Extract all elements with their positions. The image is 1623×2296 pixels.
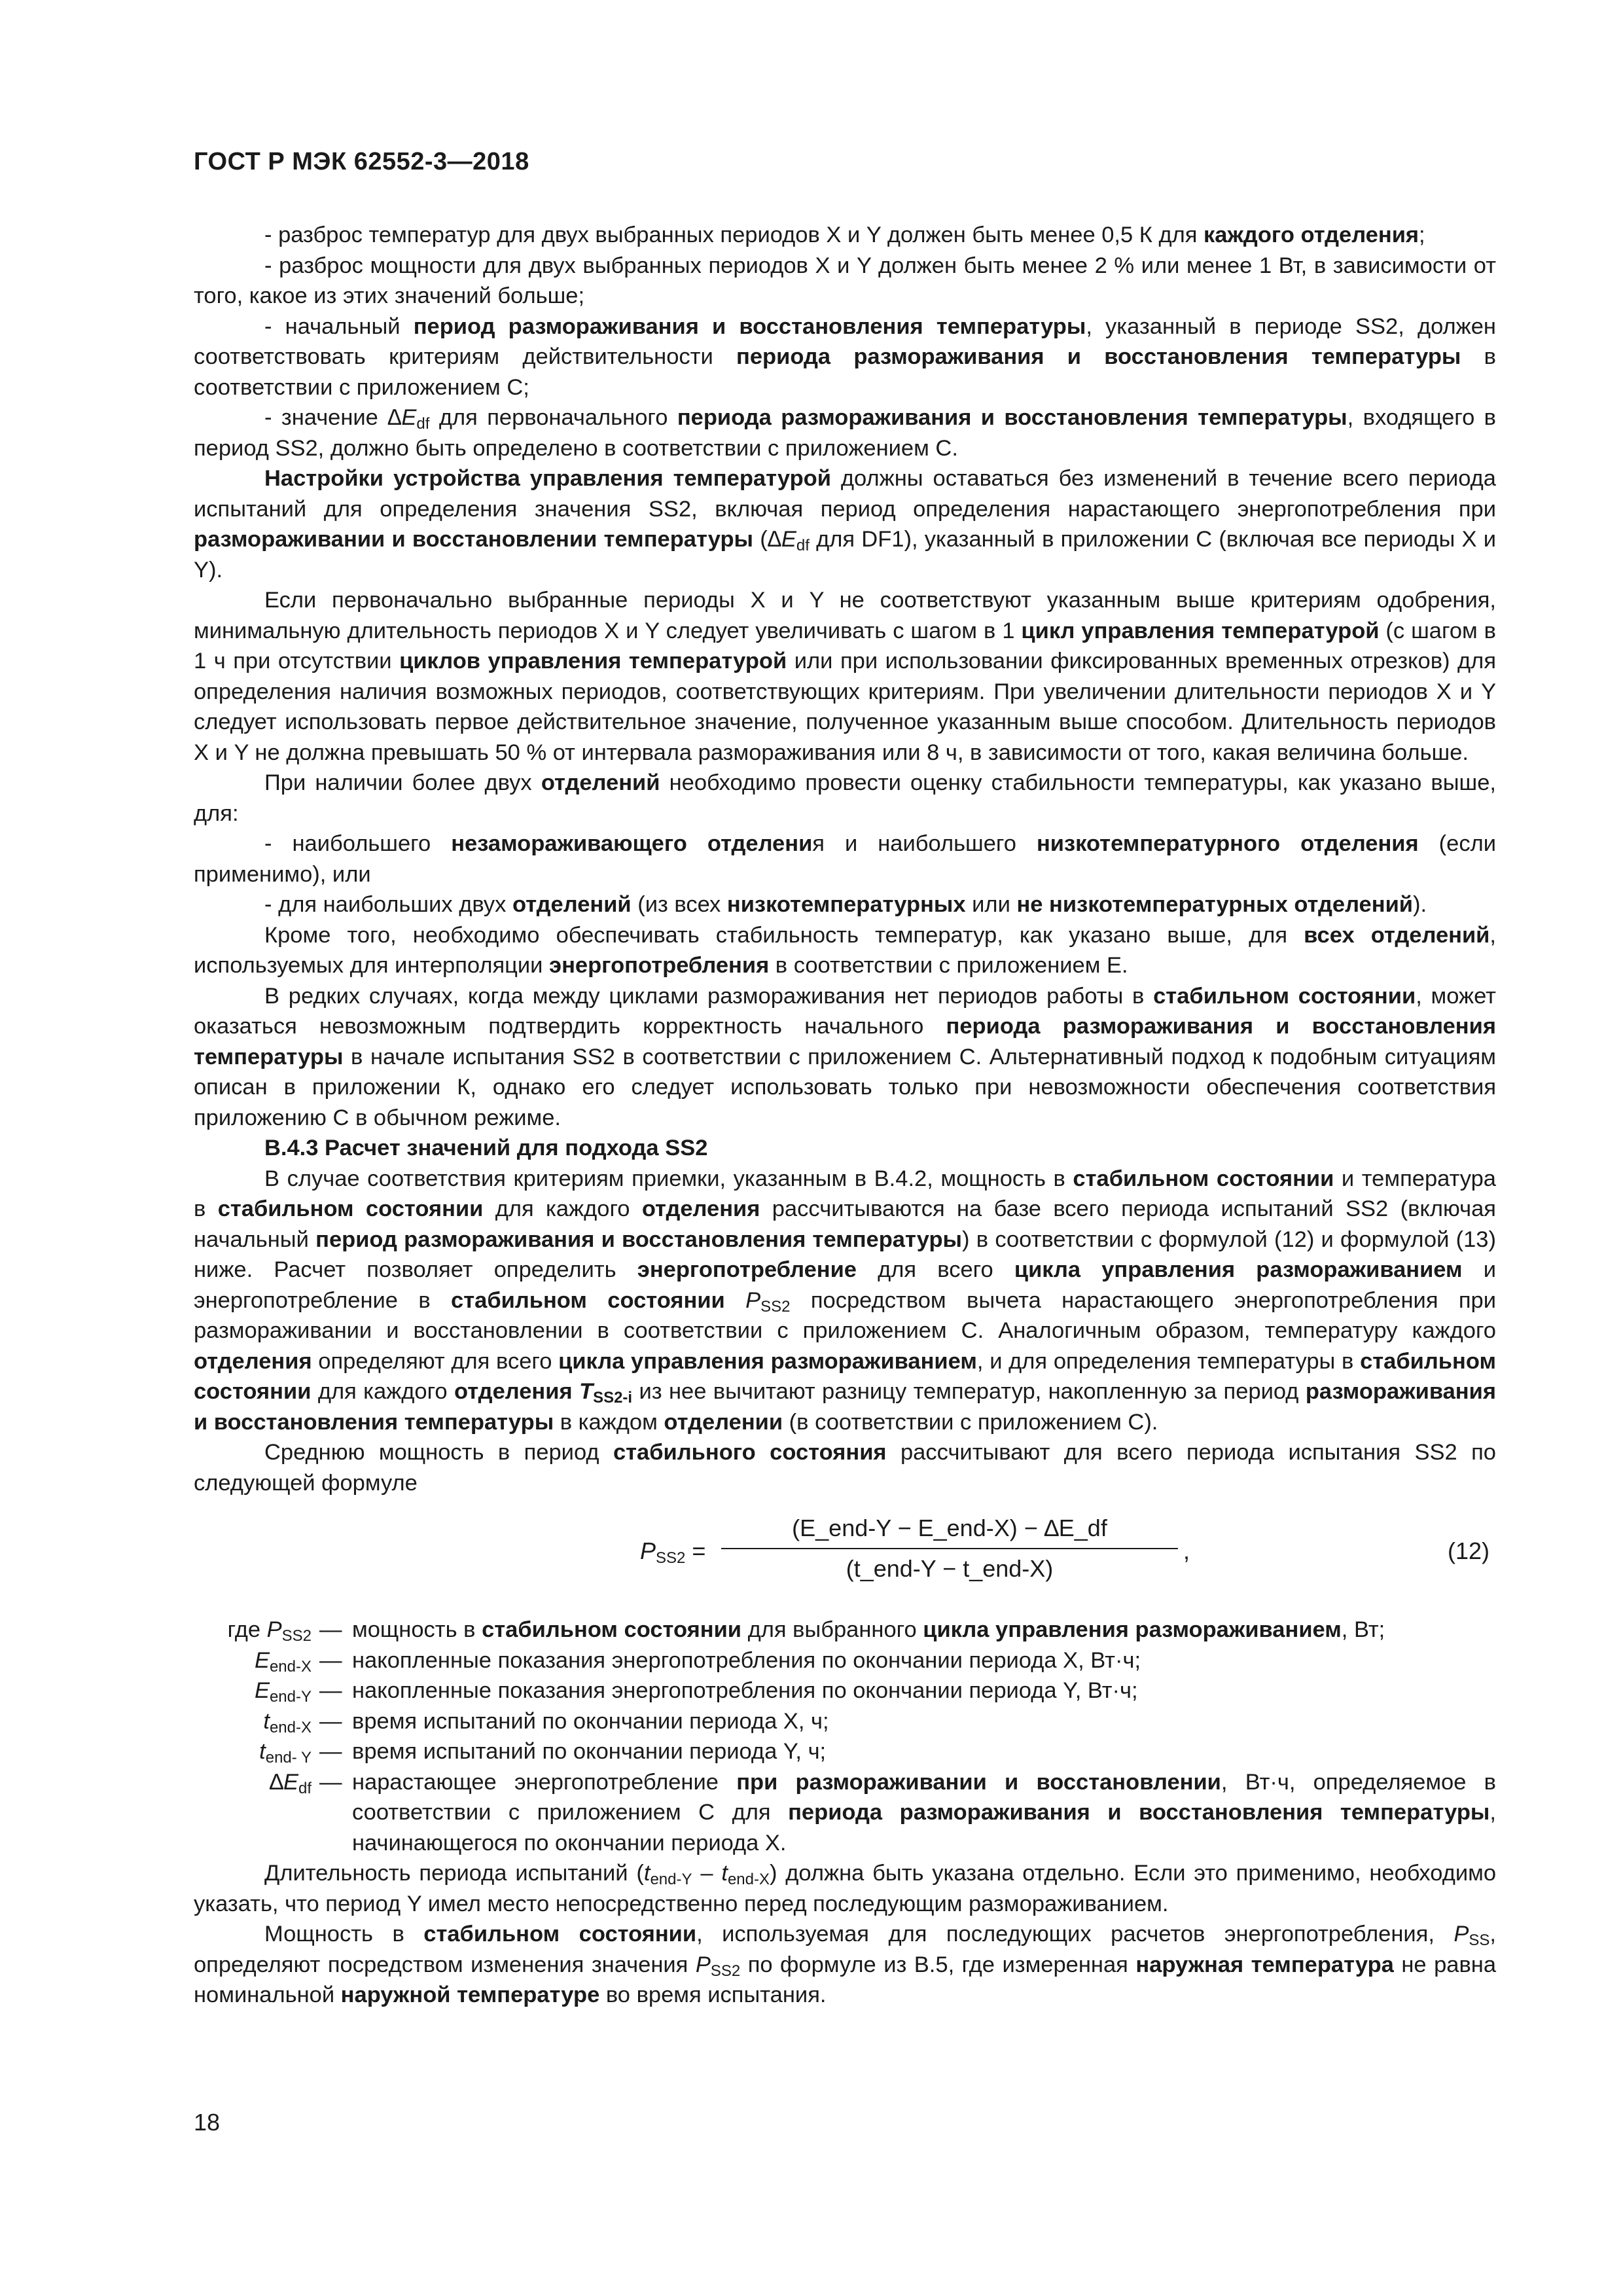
- formula-numerator: (E_end-Y − E_end-X) − ∆E_df: [792, 1515, 1107, 1541]
- definition-text: время испытаний по окончании периода Y, ч;: [352, 1739, 827, 1764]
- paragraph: Среднюю мощность в период стабильного состояния рассчитывают для всего периода испытания SS2 по следующей формуле: [194, 1440, 1496, 1496]
- definition-row: $t_{end-X}$ — время испытаний по окончании периода X, ч;: [194, 1706, 1496, 1737]
- paragraph: - значение $\Delta E_{df}$ для первоначального периода размораживания и восстановления температуры, входящего в период SS2, должно быть определено в соответствии с приложением С.: [194, 405, 1497, 461]
- equation-number: (12): [1447, 1537, 1489, 1564]
- standard-header: ГОСТ Р МЭК 62552-3—2018: [194, 148, 529, 175]
- definition-symbol: $t_{end-X}$: [263, 1708, 312, 1736]
- paragraph: - разброс мощности для двух выбранных периодов X и Y должен быть менее 2 % или менее 1 Вт, в зависимости от того, какое из этих значений больше;: [194, 253, 1496, 308]
- paragraph: Если первоначально выбранные периоды X и Y не соответствуют указанным выше критериям одобрения, минимальную длительность периодов X и Y следует увеличивать с шагом в 1 цикл управления температурой (с шагом в 1 ч при отсутствии циклов управления температурой или при использовании фиксированных временных отрезков) для определения наличия возможных периодов, соответствующих критериям. При увеличении длительности периодов X и Y следует использовать первое действительное значение, полученное указанным выше способом. Длительность периодов X и Y не должна превышать 50 % от интервала размораживания или 8 ч, в зависимости от того, какая величина больше.: [194, 588, 1497, 765]
- formula-12: [194, 1507, 1496, 1605]
- paragraph: - разброс температур для двух выбранных периодов X и Y должен быть менее 0,5 К для каждого отделения;: [264, 223, 1425, 247]
- formula-comma: ,: [1183, 1537, 1190, 1564]
- definition-row: $t_{end- Y}$ — время испытаний по окончании периода Y, ч;: [194, 1736, 1496, 1767]
- paragraph: - начальный период размораживания и восстановления температуры, указанный в периоде SS2, должен соответствовать критериям действительности периода размораживания и восстановления температуры в соответствии с приложением С;: [194, 314, 1496, 400]
- document-body: [194, 220, 1496, 2011]
- paragraph: Настройки устройства управления температурой должны оставаться без изменений в течение всего периода испытаний для определения значения SS2, включая период определения нарастающего энергопотребления при размораживании и восстановлении температуры ($\Delta E_{df}$ для DF1), указанный в приложении С (включая все периоды X и Y).: [194, 466, 1497, 583]
- paragraph: Длительность периода испытаний $(t_{end-Y} - t_{end-X})$ должна быть указана отдельно. Если это применимо, необходимо указать, что период Y имел место непосредственно перед последующим размораживанием.: [194, 1861, 1497, 1916]
- symbol-definitions: [194, 1615, 1496, 1858]
- formula-denominator: (t_end-Y − t_end-X): [846, 1555, 1054, 1582]
- definition-row: где $P_{SS2}$ — мощность в стабильном состоянии для выбранного цикла управления размораживанием, Вт;: [194, 1615, 1496, 1645]
- definition-text: накопленные показания энергопотребления по окончании периода X, Вт·ч;: [352, 1647, 1141, 1673]
- definition-text: мощность в стабильном состоянии для выбранного цикла управления размораживанием, Вт;: [352, 1617, 1385, 1642]
- page-number: 18: [194, 2109, 221, 2136]
- definition-symbol: $E_{end-Y}$: [254, 1678, 312, 1706]
- definition-row: $E_{end-Y}$ — накопленные показания энергопотребления по окончании периода Y, Вт·ч;: [194, 1676, 1496, 1706]
- formula-lhs: $P_{SS2}$ =: [640, 1537, 706, 1567]
- definition-row: $\Delta E_{df}$ — нарастающее энергопотребление при размораживании и восстановлении, Вт·ч, определяемое в соответствии с приложением С для периода размораживания и восстановления температуры, начинающегося по окончании периода X.: [194, 1767, 1496, 1859]
- formula-fraction: [717, 1507, 1182, 1587]
- section-heading: В.4.3 Расчет значений для подхода SS2: [264, 1136, 708, 1160]
- definition-row: $E_{end-X}$ — накопленные показания энергопотребления по окончании периода X, Вт·ч;: [194, 1645, 1496, 1676]
- definition-text: нарастающее энергопотребление при размораживании и восстановлении, Вт·ч, определяемое в соответствии с приложением С для периода размораживания и восстановления температуры, начинающегося по окончании периода X.: [352, 1769, 1496, 1856]
- definition-symbol: $\Delta E_{df}$: [269, 1769, 312, 1797]
- definition-text: накопленные показания энергопотребления по окончании периода Y, Вт·ч;: [352, 1678, 1138, 1703]
- paragraph: - наибольшего незамораживающего отделения и наибольшего низкотемпературного отделения (если применимо), или: [194, 831, 1496, 887]
- paragraph: В случае соответствия критериям приемки, указанным в В.4.2, мощность в стабильном состоянии и температура в стабильном состоянии для каждого отделения рассчитываются на базе всего периода испытаний SS2 (включая начальный период размораживания и восстановления температуры) в соответствии с формулой (12) и формулой (13) ниже. Расчет позволяет определить энергопотребление для всего цикла управления размораживанием и энергопотребление в стабильном состоянии $P_{SS2}$ посредством вычета нарастающего энергопотребления при размораживании и восстановлении в соответствии с приложением С. Аналогичным образом, температуру каждого отделения определяют для всего цикла управления размораживанием, и для определения температуры в стабильном состоянии для каждого отделения $T_{SS2-i}$ из нее вычитают разницу температур, накопленную за период размораживания и восстановления температуры в каждом отделении (в соответствии с приложением С).: [194, 1166, 1497, 1435]
- paragraph: Мощность в стабильном состоянии, используемая для последующих расчетов энергопотребления, $P_{SS}$, определяют посредством изменения значения $P_{SS2}$ по формуле из В.5, где измеренная наружная температура не равна номинальной наружной температуре во время испытания.: [194, 1922, 1497, 2007]
- definition-symbol: $E_{end-X}$: [254, 1647, 312, 1676]
- definition-text: время испытаний по окончании периода X, ч;: [352, 1708, 829, 1734]
- fraction-bar: [721, 1548, 1178, 1549]
- paragraph: При наличии более двух отделений необходимо провести оценку стабильности температуры, как указано выше, для:: [194, 770, 1496, 826]
- paragraph: Кроме того, необходимо обеспечивать стабильность температур, как указано выше, для всех отделений, используемых для интерполяции энергопотребления в соответствии с приложением Е.: [194, 922, 1496, 978]
- paragraph: - для наибольших двух отделений (из всех низкотемпературных или не низкотемпературных отделений).: [264, 892, 1427, 917]
- definition-symbol: $t_{end- Y}$: [259, 1739, 312, 1767]
- paragraph: В редких случаях, когда между циклами размораживания нет периодов работы в стабильном состоянии, может оказаться невозможным подтвердить корректность начального периода размораживания и восстановления температуры в начале испытания SS2 в соответствии с приложением С. Альтернативный подход к подобным ситуациям описан в приложении К, однако его следует использовать только при невозможности обеспечения соответствия приложению С в обычном режиме.: [194, 983, 1496, 1130]
- definition-symbol: где $P_{SS2}$: [227, 1617, 312, 1645]
